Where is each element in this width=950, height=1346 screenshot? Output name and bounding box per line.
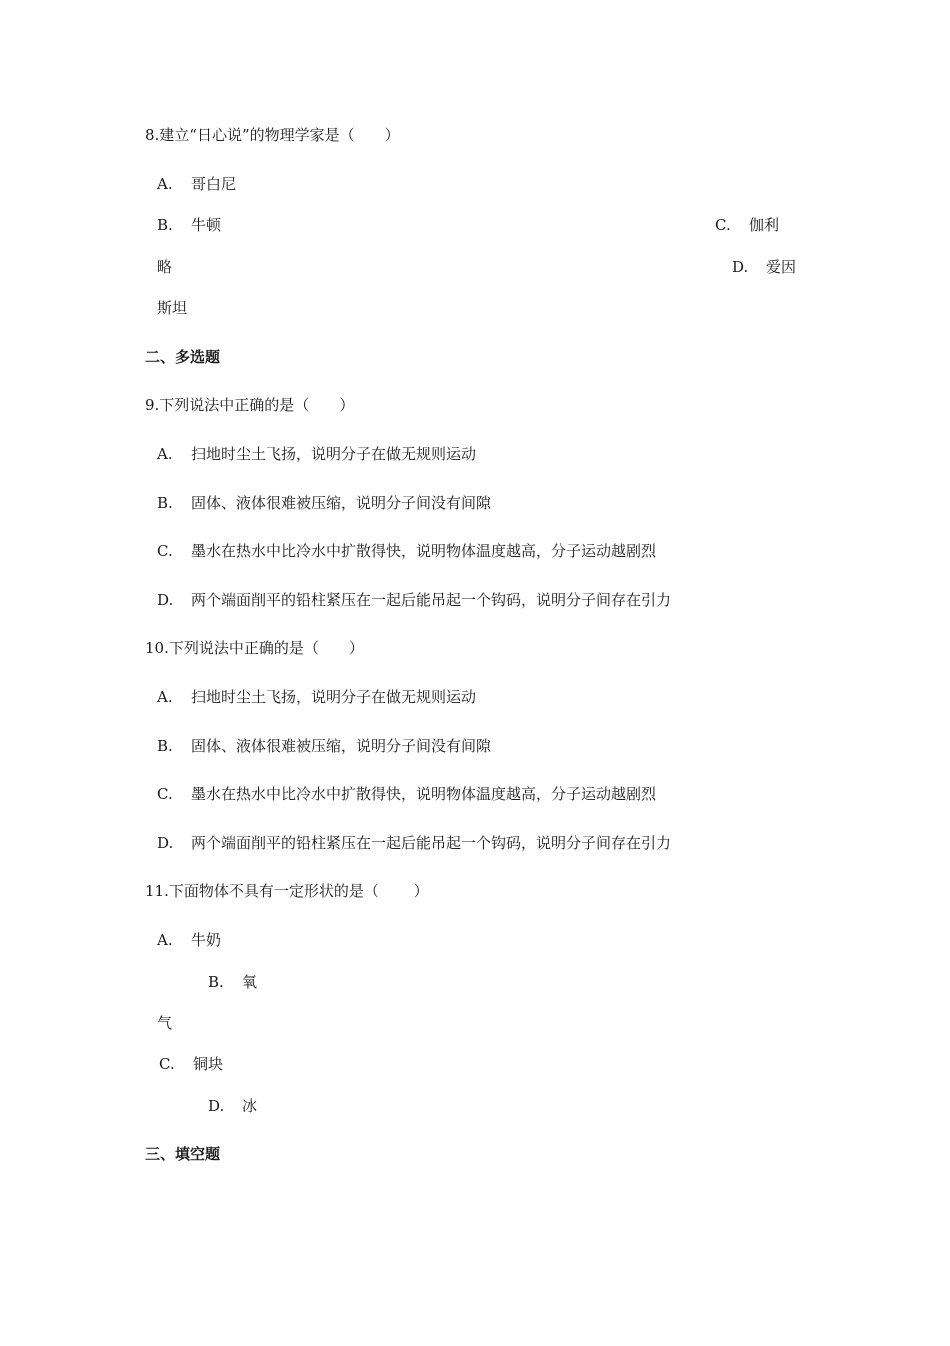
option-text: 固体、液体很难被压缩，说明分子间没有间隙 xyxy=(191,494,492,512)
q11-option-d xyxy=(208,1096,257,1116)
q9-option-c xyxy=(157,541,656,561)
option-text: 冰 xyxy=(242,1097,258,1115)
q10-option-b xyxy=(157,736,491,756)
option-text: 固体、液体很难被压缩，说明分子间没有间隙 xyxy=(191,737,492,755)
option-text: 牛奶 xyxy=(191,931,222,949)
option-letter: A. xyxy=(157,445,173,463)
option-text: 爱因 xyxy=(766,258,797,276)
option-text: 伽利 xyxy=(749,216,780,234)
option-text: 哥白尼 xyxy=(191,175,237,193)
option-letter: D. xyxy=(157,834,174,852)
q11-option-a xyxy=(157,930,221,950)
option-letter: D. xyxy=(208,1097,225,1115)
q8-option-c-wrap: 略 xyxy=(157,258,173,276)
q8-option-b xyxy=(157,215,221,235)
option-text: 牛顿 xyxy=(191,216,222,234)
option-text: 铜块 xyxy=(193,1055,224,1073)
option-letter: B. xyxy=(157,216,173,234)
option-text: 扫地时尘土飞扬，说明分子在做无规则运动 xyxy=(191,688,477,706)
section-heading-fill-in-blank: 三、填空题 xyxy=(145,1145,221,1163)
q8-option-c xyxy=(715,215,779,235)
question-11-stem: 11.下面物体不具有一定形状的是（ ） xyxy=(145,882,429,900)
option-letter: C. xyxy=(159,1055,175,1073)
option-text: 墨水在热水中比冷水中扩散得快，说明物体温度越高，分子运动越剧烈 xyxy=(191,542,657,560)
option-letter: C. xyxy=(157,785,173,803)
option-letter: B. xyxy=(157,494,173,512)
option-text: 两个端面削平的铅柱紧压在一起后能吊起一个钩码，说明分子间存在引力 xyxy=(191,834,672,852)
option-text: 扫地时尘土飞扬，说明分子在做无规则运动 xyxy=(191,445,477,463)
option-letter: D. xyxy=(157,591,174,609)
q8-option-d xyxy=(732,257,796,277)
q9-option-b xyxy=(157,493,491,513)
q10-option-c xyxy=(157,784,656,804)
question-8-stem: 8.建立“日心说”的物理学家是（ ） xyxy=(145,126,400,144)
q10-option-a xyxy=(157,687,476,707)
q8-option-a xyxy=(157,174,236,194)
option-text: 氧 xyxy=(242,973,258,991)
q11-option-c xyxy=(159,1054,223,1074)
q10-option-d xyxy=(157,833,671,853)
option-letter: B. xyxy=(208,973,224,991)
option-letter: C. xyxy=(715,216,731,234)
q8-option-d-wrap: 斯坦 xyxy=(157,299,188,317)
option-text: 两个端面削平的铅柱紧压在一起后能吊起一个钩码，说明分子间存在引力 xyxy=(191,591,672,609)
q11-option-b xyxy=(208,972,257,992)
question-10-stem: 10.下列说法中正确的是（ ） xyxy=(145,639,364,657)
question-9-stem: 9.下列说法中正确的是（ ） xyxy=(145,396,355,414)
q9-option-a xyxy=(157,444,476,464)
section-heading-multiple-choice: 二、多选题 xyxy=(145,348,221,366)
option-letter: B. xyxy=(157,737,173,755)
option-letter: A. xyxy=(157,175,173,193)
option-letter: A. xyxy=(157,688,173,706)
option-letter: C. xyxy=(157,542,173,560)
option-letter: D. xyxy=(732,258,749,276)
q9-option-d xyxy=(157,590,671,610)
q11-option-b-wrap: 气 xyxy=(157,1014,173,1032)
option-text: 墨水在热水中比冷水中扩散得快，说明物体温度越高，分子运动越剧烈 xyxy=(191,785,657,803)
option-letter: A. xyxy=(157,931,173,949)
